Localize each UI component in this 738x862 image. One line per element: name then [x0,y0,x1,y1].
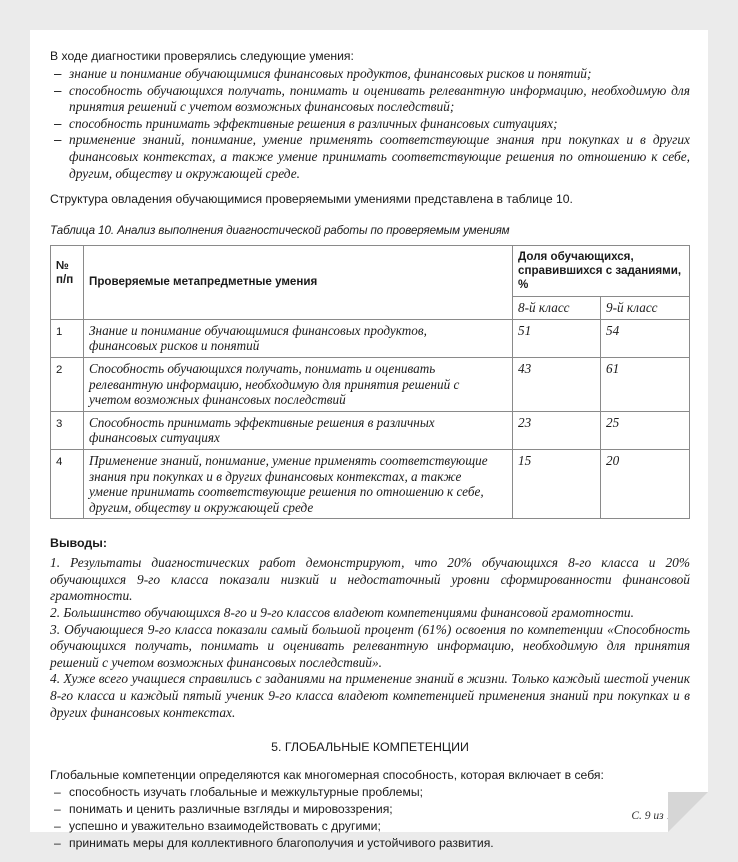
row-grade9: 54 [601,319,690,357]
row-num: 2 [51,357,84,411]
page-fold-corner [668,792,708,832]
conclusion-item: 2. Большинство обучающихся 8-го и 9-го классов владеют компетенциями финансовой грамотности. [50,605,634,621]
list-item: – знание и понимание обучающимися финансовых продуктов, финансовых рисков и понятий; [54,66,592,81]
section-lead: Глобальные компетенции определяются как многомерная способность, которая включает в себя: [50,768,604,783]
row-grade8: 43 [513,357,601,411]
dash-bullet: – [54,132,62,148]
conclusion-item: 3. Обучающиеся 9-го класса показали самый большой процент (61%) освоения по компетенции «Способность обучающихся получать, понимать и оценивать релевантную информацию, необходимую для принятия решений с учетом возможных финансовых последствий». [50,621,690,670]
conclusions-list [50,555,690,721]
header-grade8: 8-й класс [513,297,601,320]
row-skill: Знание и понимание обучающимися финансовых продуктов, финансовых рисков и понятий [84,319,513,357]
list-item: – принимать меры для коллективного благополучия и устойчивого развития. [54,836,494,851]
row-num: 4 [51,449,84,518]
dash-bullet: – [54,836,61,851]
table-row [51,411,690,449]
skills-table [50,245,690,519]
structure-note: Структура овладения обучающимися проверяемыми умениями представлена в таблице 10. [50,192,573,207]
header-skill: Проверяемые метапредметные умения [84,246,513,320]
list-item: – успешно и уважительно взаимодействовать с другими; [54,819,381,834]
skills-list [50,66,690,182]
row-grade8: 23 [513,411,601,449]
row-skill: Способность обучающихся получать, понимать и оценивать релевантную информацию, необходимую для принятия решений с учетом возможных финансовых последствий [84,357,513,411]
header-num: № п/п [51,246,84,320]
header-grade9: 9-й класс [601,297,690,320]
row-skill: Применение знаний, понимание, умение применять соответствующие знания при покупках и в других финансовых контекстах, а также умение принимать соответствующие решения по отношению к себе, другим, обществу и окружающей среде [84,449,513,518]
dash-bullet: – [54,785,61,800]
table-header-row [51,246,690,297]
document-page [30,30,708,851]
row-num: 1 [51,319,84,357]
conclusions-title: Выводы: [50,536,107,551]
row-skill: Способность принимать эффективные решения в различных финансовых ситуациях [84,411,513,449]
conclusion-item: 1. Результаты диагностических работ демонстрируют, что 20% обучающихся 8-го класса и 20% обучающихся 9-го класса показали низкий и недостаточный уровни сформированности финансовой грамотности. [50,555,690,604]
conclusion-item: 4. Хуже всего учащиеся справились с заданиями на применение знаний в жизни. Только каждый шестой ученик 8-го класса и каждый пятый ученик 9-го класса владеют компетенцией применения знаний при покупках и в других финансовых контекстах. [50,671,690,720]
list-item: – способность обучающихся получать, понимать и оценивать релевантную информацию, необходимую для принятия решений с учетом возможных финансовых последствий; [54,82,690,115]
page-content [50,48,690,852]
row-num: 3 [51,411,84,449]
table-caption: Таблица 10. Анализ выполнения диагностической работы по проверяемым умениям [50,224,510,238]
row-grade9: 25 [601,411,690,449]
table-row [51,357,690,411]
list-item: – способность изучать глобальные и межкультурные проблемы; [54,785,423,800]
intro-lead: В ходе диагностики проверялись следующие умения: [50,49,354,63]
dash-bullet: – [54,819,61,834]
table-row [51,449,690,518]
row-grade8: 51 [513,319,601,357]
list-item: – применение знаний, понимание, умение применять соответствующие знания при покупках и в других финансовых контекстах, а также умение принимать соответствующие решения по отношению к себе, другим, обществу и окружающей среде. [54,132,690,181]
row-grade8: 15 [513,449,601,518]
list-item: – способность принимать эффективные решения в различных финансовых ситуациях; [54,115,558,131]
page-number: С. 9 из 16 [631,810,678,822]
global-competencies-list [50,784,690,852]
row-grade9: 61 [601,357,690,411]
header-share: Доля обучающихся, справившихся с заданиями, % [513,246,690,297]
list-item: – понимать и ценить различные взгляды и мировоззрения; [54,802,393,817]
dash-bullet: – [54,115,62,131]
section-title: 5. ГЛОБАЛЬНЫЕ КОМПЕТЕНЦИИ [271,740,469,755]
row-grade9: 20 [601,449,690,518]
dash-bullet: – [54,802,61,817]
dash-bullet: – [54,82,62,98]
table-row [51,319,690,357]
dash-bullet: – [54,66,62,81]
